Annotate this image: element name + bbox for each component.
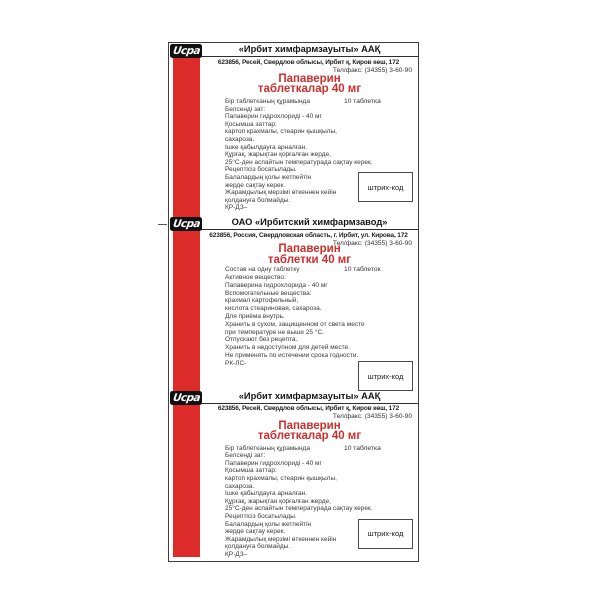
barcode-label: штрих-код [367,529,404,539]
barcode-label: штрих-код [367,182,404,192]
drug-name: Папаверин [278,419,341,432]
body-line: қолдануға болмайды. [225,543,291,551]
barcode-placeholder [358,519,413,549]
body-line: кислота стеариновая, сахароза. [225,305,322,313]
label-section [169,43,418,216]
drug-form: таблетки 40 мг [267,253,352,266]
tablet-count: 10 таблетка [344,444,381,452]
barcode-placeholder [358,361,413,391]
irbit-plant-logo [170,44,202,58]
body-line: Состав на одну таблетку [225,266,300,274]
logo-text: Ucpa [171,391,201,404]
body-line: при температуре не выше 25 °С. [225,328,324,336]
company-name: «Ирбит химфармзауыты» ААҚ [238,44,381,54]
body-line: Белсенді зат: [225,105,266,113]
body-line: Жарамдылық мерзімі өткеннен кейін [225,535,337,543]
registration-mark [158,224,167,225]
body-line: Құрғақ, жарықтан қорғалған жерде, [225,497,331,505]
body-line: Балалардың қолы жетпейтін [225,520,312,528]
barcode-placeholder [358,172,413,202]
drug-name: Папаверин [278,243,341,256]
body-line: 25°С-ден аспайтын температурада сақтау керек. [225,158,373,166]
tablet-count: 10 таблеток [344,266,381,274]
company-address: 623856, Ресей, Свердлов облысы, Ирбит қ, Киров көш, 172 [217,58,400,66]
body-line: Активное вещество: [225,274,286,282]
body-line: Папаверина гидрохлорида - 40 мг [225,281,328,289]
drug-form: таблеткалар 40 мг [257,83,362,96]
body-line: Бір таблетканың құрамында [225,98,310,105]
drug-form: таблеткалар 40 мг [257,429,362,442]
body-line: Ішке қабылдауға арналған. [225,490,307,498]
telfax-line: Тел/факс: (34355) 3-60-90 [332,66,412,74]
company-address: 623856, Россия, Свердловская область, г. Ирбит, ул. Кирова, 172 [209,231,408,239]
body-line: крахмал картофельный, [225,297,299,305]
body-line: Рецептісіз босатылады. [225,512,297,520]
body-line: Хранить в недоступном для детей месте. [225,344,350,352]
body-text [225,266,385,367]
drug-title [203,421,416,441]
drug-title [203,244,416,264]
body-line: Не применять по истечении срока годности. [225,352,359,360]
body-line: Балалардың қолы жетпейтін [225,173,312,181]
drug-name: Папаверин [278,73,341,85]
irbit-plant-logo [170,217,202,231]
header-divider [201,229,418,230]
body-line: қолдануға болмайды. [225,196,291,204]
body-line: жерде сақтау керек. [225,528,286,536]
body-line: сахароза. [225,135,255,143]
barcode-label: штрих-код [367,371,404,381]
drug-title [203,74,416,94]
body-line: Қосымша заттар: [225,120,277,128]
body-line: ҚР-ДЗ– [225,550,248,558]
body-line: картоп крахмалы, стеарин қышқылы, [225,474,337,482]
body-line: Папаверин гидрохлориді - 40 мг [225,459,322,467]
label-section [169,390,418,563]
body-line: Белсенді зат: [225,452,266,460]
logo-text: Ucpa [171,218,201,231]
telfax-line: Тел/факс: (34355) 3-60-90 [332,413,412,421]
body-line: Для приёма внутрь. [225,313,285,321]
company-name: ОАО «Ирбитский химфармзавод» [231,217,388,228]
body-line: Отпускают без рецепта. [225,336,298,344]
body-line: жерде сақтау керек. [225,181,286,189]
body-line: Вспомогательные вещества: [225,289,312,297]
body-line: 25°С-ден аспайтын температурада сақтау керек. [225,505,373,513]
logo-text: Ucpa [171,45,201,57]
telfax-line: Тел/факс: (34355) 3-60-90 [332,239,412,247]
body-line: Құрғақ, жарықтан қорғалған жерде, [225,151,331,159]
body-line: ҚР-ДЗ– [225,204,248,212]
body-line: Бір таблетканың құрамында [225,444,310,452]
company-name: «Ирбит химфармзауыты» ААҚ [238,390,381,401]
body-line: Қосымша заттар: [225,467,277,475]
body-line: Ішке қабылдауға арналған. [225,143,307,151]
body-line: Рецептісіз босатылады. [225,166,297,174]
body-line: Папаверин гидрохлориді - 40 мг [225,113,322,121]
irbit-plant-logo [170,391,202,405]
body-line: Хранить в сухом, защищенном от света месте [225,320,365,328]
label-section [169,216,418,389]
body-line: РК-ЛС- [225,359,247,367]
body-line: сахароза. [225,482,255,490]
label-box [168,42,419,562]
company-address: 623856, Ресей, Свердлов облысы, Ирбит қ, Киров көш, 172 [217,405,400,413]
body-line: картоп крахмалы, стеарин қышқылы, [225,128,337,136]
tablet-count: 10 таблетка [344,98,381,105]
header-divider [201,403,418,404]
header-divider [201,56,418,57]
body-line: Жарамдылық мерзімі өткеннен кейін [225,189,337,197]
